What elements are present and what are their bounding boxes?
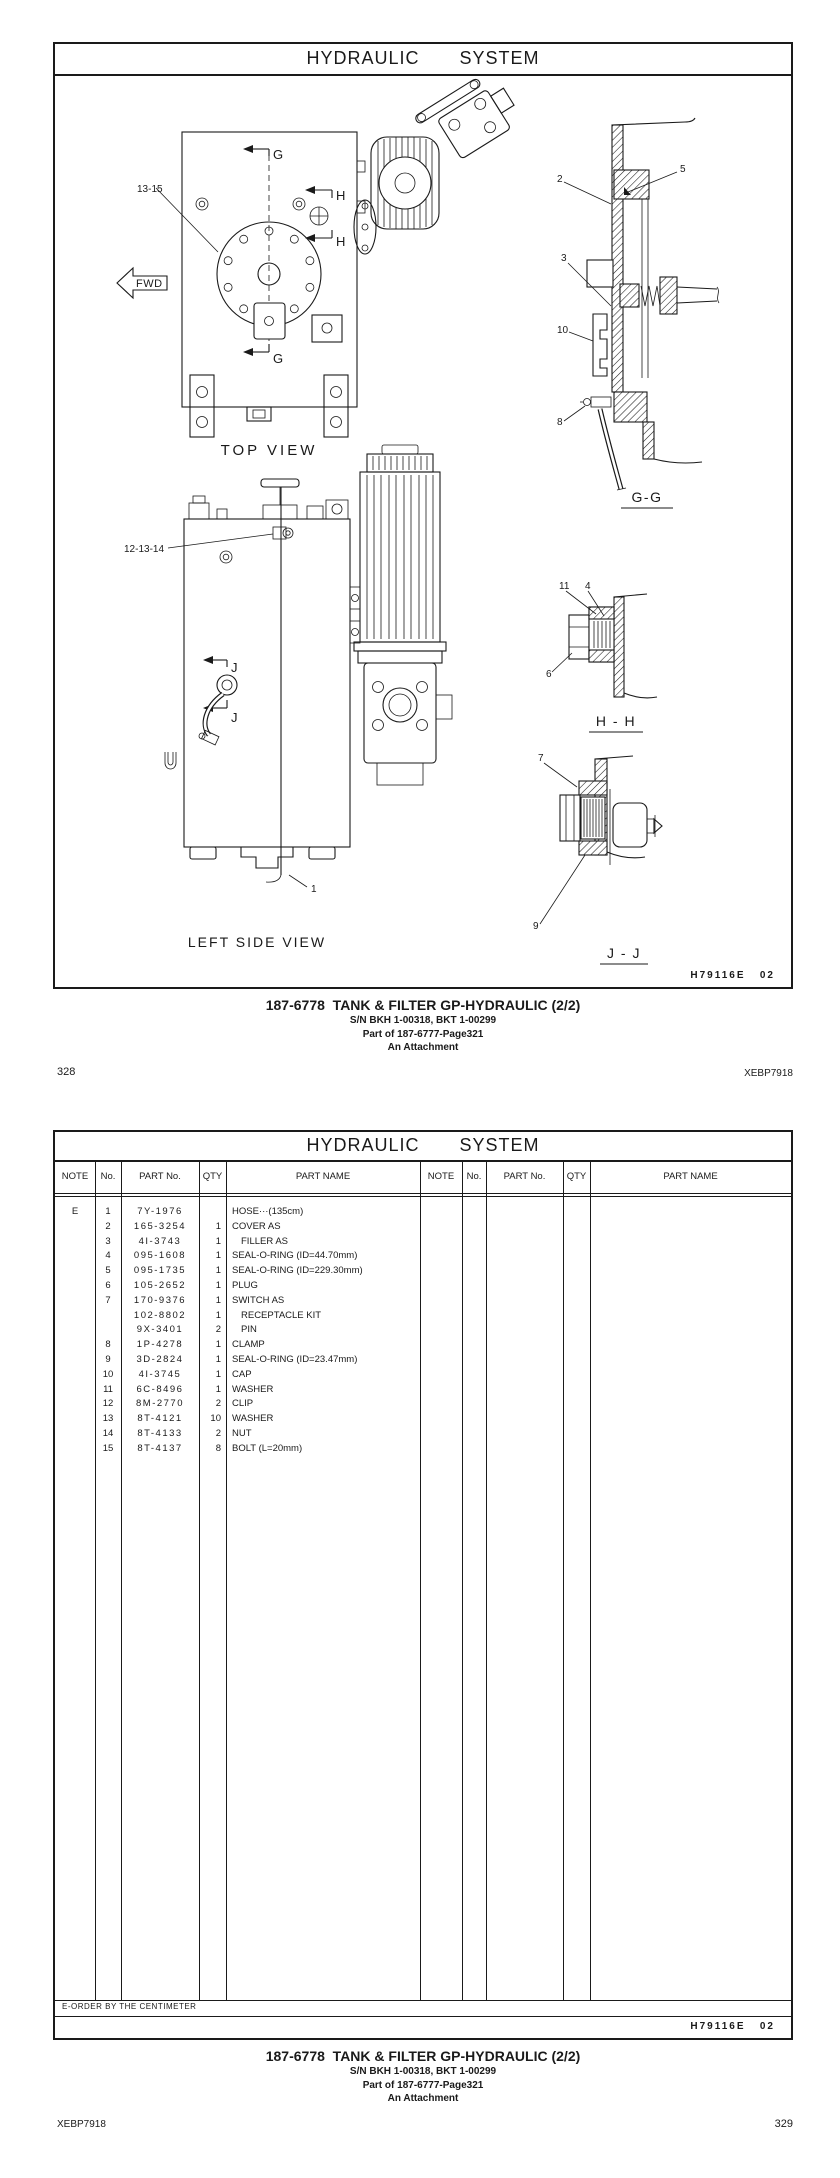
page-2-sheet <box>53 1130 793 2040</box>
table-cell: RECEPTACLE KIT <box>241 1309 322 1321</box>
table-row <box>55 1263 791 1278</box>
table-cell: 11 <box>103 1383 113 1395</box>
table-cell: 1P-4278 <box>136 1339 184 1351</box>
section-arrow-h-bottom: H <box>336 234 346 249</box>
parts-table <box>55 1132 791 2038</box>
table-cell: 8T-4137 <box>137 1442 183 1454</box>
table-cell: 8T-4133 <box>137 1428 183 1439</box>
callout-13-15: 13-15 <box>137 184 163 195</box>
callout-9: 9 <box>533 921 539 932</box>
column-header: No. <box>100 1171 116 1182</box>
callout-3: 3 <box>561 253 567 264</box>
caption-partof: Part of 187-6777-Page321 <box>362 1028 484 1040</box>
table-cell: 1 <box>215 1235 221 1247</box>
table-cell <box>55 1337 95 1352</box>
table-row <box>55 1204 791 1219</box>
callout-7: 7 <box>538 753 544 764</box>
table-row <box>55 1219 791 1234</box>
table-rule <box>55 2000 791 2001</box>
table-cell: 170-9376 <box>133 1294 187 1306</box>
column-header: NOTE <box>427 1171 455 1182</box>
table-cell: SEAL-O-RING (ID=44.70mm) <box>232 1250 358 1262</box>
table-cell: 9 <box>105 1354 111 1365</box>
table-row <box>55 1352 791 1367</box>
table-cell: E <box>71 1206 79 1217</box>
table-cell <box>199 1204 226 1219</box>
table-cell: 1 <box>215 1280 221 1291</box>
table-cell: 1 <box>215 1368 221 1380</box>
table-cell: FILLER AS <box>241 1235 288 1247</box>
drawing-number: H79116E 02 <box>690 970 775 981</box>
table-rule <box>55 1196 791 1197</box>
table-cell: 3 <box>105 1235 111 1247</box>
table-cell: 2 <box>105 1220 111 1232</box>
table-cell <box>55 1382 95 1397</box>
callout-5: 5 <box>680 164 686 175</box>
table-cell: 9X-3401 <box>136 1324 184 1336</box>
table-cell <box>55 1248 95 1263</box>
table-cell: COVER AS <box>232 1220 281 1232</box>
section-title-h-h: H - H <box>595 713 637 729</box>
table-cell: 8T-4121 <box>137 1413 183 1425</box>
table-cell: CLAMP <box>232 1339 265 1351</box>
section-arrow-g-top: G <box>273 147 284 162</box>
caption-title: 187-6778 TANK & FILTER GP-HYDRAULIC (2/2) <box>265 997 581 1013</box>
caption-title: 187-6778 TANK & FILTER GP-HYDRAULIC (2/2) <box>265 2048 581 2064</box>
drawing-number: H79116E 02 <box>690 2021 775 2032</box>
caption-serial: S/N BKH 1-00318, BKT 1-00299 <box>349 2066 497 2077</box>
top-view-title: TOP VIEW <box>220 442 318 459</box>
table-cell: WASHER <box>232 1383 274 1395</box>
table-cell: 165-3254 <box>133 1220 187 1232</box>
caption-attachment: An Attachment <box>387 1042 459 1053</box>
table-row <box>55 1248 791 1263</box>
table-cell: 1 <box>105 1206 111 1217</box>
table-cell: 8M-2770 <box>136 1398 184 1410</box>
table-cell: PLUG <box>232 1280 258 1291</box>
section-title-g-g: G-G <box>631 489 663 505</box>
caption-serial: S/N BKH 1-00318, BKT 1-00299 <box>349 1015 497 1026</box>
callout-12-13-14: 12-13-14 <box>124 544 165 555</box>
table-cell: CLIP <box>232 1398 254 1410</box>
column-header: QTY <box>566 1171 587 1182</box>
table-cell: SEAL-O-RING (ID=23.47mm) <box>232 1354 358 1365</box>
table-cell: 1 <box>215 1250 221 1262</box>
table-cell <box>95 1322 121 1337</box>
table-cell <box>55 1322 95 1337</box>
section-j-j-drawing <box>533 753 662 964</box>
table-cell: 6 <box>105 1280 111 1291</box>
table-cell <box>55 1441 95 1456</box>
table-cell: 7 <box>105 1294 111 1306</box>
table-cell <box>55 1234 95 1249</box>
table-row <box>55 1293 791 1308</box>
table-cell: 7Y-1976 <box>137 1206 183 1217</box>
section-arrow-h-top: H <box>336 188 346 203</box>
book-code: XEBP7918 <box>744 1068 793 1079</box>
column-header: PART NAME <box>295 1171 351 1182</box>
table-row <box>55 1441 791 1456</box>
page-2-caption <box>53 2048 793 2106</box>
book-code: XEBP7918 <box>57 2119 106 2130</box>
table-cell <box>55 1352 95 1367</box>
table-cell <box>55 1411 95 1426</box>
table-cell: WASHER <box>232 1413 274 1425</box>
table-cell: 13 <box>102 1413 114 1425</box>
callout-1: 1 <box>311 884 317 895</box>
table-cell: 2 <box>215 1398 221 1410</box>
table-cell: 2 <box>215 1428 221 1439</box>
table-cell: 2 <box>215 1324 221 1336</box>
table-row <box>55 1411 791 1426</box>
caption-attachment: An Attachment <box>387 2093 459 2104</box>
table-row <box>55 1367 791 1382</box>
table-row <box>55 1396 791 1411</box>
page-1-sheet <box>53 42 793 989</box>
table-cell: PIN <box>241 1324 257 1336</box>
table-cell: 10 <box>102 1368 114 1380</box>
callout-2: 2 <box>557 174 563 185</box>
callout-6: 6 <box>546 669 552 680</box>
callout-8: 8 <box>557 417 563 428</box>
table-cell <box>55 1308 95 1323</box>
table-cell: 5 <box>105 1265 111 1277</box>
table-cell: 1 <box>215 1383 221 1395</box>
column-header: PART NAME <box>663 1171 718 1182</box>
table-rule <box>55 1193 791 1194</box>
left-side-view-drawing <box>124 445 452 950</box>
page-number: 329 <box>774 2118 793 2130</box>
table-row <box>55 1337 791 1352</box>
table-row <box>55 1382 791 1397</box>
table-row <box>55 1426 791 1441</box>
table-cell: HOSE···(135cm) <box>232 1206 304 1217</box>
fwd-label: FWD <box>136 278 163 290</box>
column-header: PART No. <box>503 1171 546 1182</box>
page-1-caption <box>53 997 793 1055</box>
table-cell <box>55 1278 95 1293</box>
column-header: PART No. <box>139 1171 181 1182</box>
table-cell: 8 <box>105 1339 111 1351</box>
caption-partof: Part of 187-6777-Page321 <box>362 2079 484 2091</box>
table-cell <box>55 1219 95 1234</box>
table-cell: 6C-8496 <box>136 1383 184 1395</box>
table-cell <box>55 1293 95 1308</box>
table-cell <box>55 1426 95 1441</box>
table-cell: 095-1735 <box>133 1265 187 1277</box>
left-side-view-title: LEFT SIDE VIEW <box>187 934 327 950</box>
section-arrow-j-bottom: J <box>231 710 238 725</box>
table-cell: 12 <box>102 1398 114 1410</box>
table-cell: SEAL-O-RING (ID=229.30mm) <box>232 1265 363 1277</box>
table-cell <box>55 1367 95 1382</box>
table-cell: 1 <box>215 1220 221 1232</box>
table-cell: 4I-3743 <box>138 1235 182 1247</box>
column-header: No. <box>466 1171 482 1182</box>
table-cell: 15 <box>102 1442 114 1454</box>
section-g-g-drawing <box>557 118 719 508</box>
table-cell: 1 <box>215 1294 221 1306</box>
table-cell <box>95 1308 121 1323</box>
table-cell: 1 <box>215 1309 221 1321</box>
table-cell: 10 <box>210 1413 221 1425</box>
table-cell: 4 <box>105 1250 111 1262</box>
table-row <box>55 1234 791 1249</box>
table-cell: 105-2652 <box>133 1280 187 1291</box>
table-cell <box>55 1396 95 1411</box>
table-cell: 4I-3745 <box>138 1368 182 1380</box>
page-number: 328 <box>57 1066 76 1078</box>
table-row <box>55 1278 791 1293</box>
table-cell: NUT <box>232 1428 252 1439</box>
table-cell: 102-8802 <box>133 1309 187 1321</box>
table-cell: 095-1608 <box>133 1250 187 1262</box>
table-cell: CAP <box>232 1368 252 1380</box>
table-cell: 14 <box>102 1428 114 1439</box>
table-row <box>55 1322 791 1337</box>
top-view-drawing <box>117 75 524 459</box>
section-title-j-j: J - J <box>607 945 641 961</box>
callout-11: 11 <box>559 581 570 592</box>
page-title: HYDRAULIC SYSTEM <box>55 1132 791 1162</box>
table-cell: 8 <box>215 1442 221 1454</box>
callout-10: 10 <box>557 325 569 336</box>
table-row <box>55 1308 791 1323</box>
section-arrow-g-bottom: G <box>273 351 284 366</box>
table-cell: 1 <box>215 1354 221 1365</box>
page-title: HYDRAULIC SYSTEM <box>55 44 791 76</box>
table-cell: 3D-2824 <box>136 1354 184 1365</box>
table-footnote: E-ORDER BY THE CENTIMETER <box>62 2002 197 2011</box>
table-cell <box>55 1263 95 1278</box>
section-arrow-j-top: J <box>231 660 238 675</box>
section-h-h-drawing <box>546 581 657 732</box>
hydraulic-system-diagram <box>55 75 791 987</box>
table-cell: 1 <box>215 1265 221 1277</box>
table-cell: SWITCH AS <box>232 1294 285 1306</box>
column-header: QTY <box>202 1171 223 1182</box>
column-header: NOTE <box>61 1171 89 1182</box>
callout-4: 4 <box>585 581 591 592</box>
table-cell: 1 <box>215 1339 221 1351</box>
table-cell: BOLT (L=20mm) <box>232 1442 303 1454</box>
table-rule <box>55 2016 791 2017</box>
